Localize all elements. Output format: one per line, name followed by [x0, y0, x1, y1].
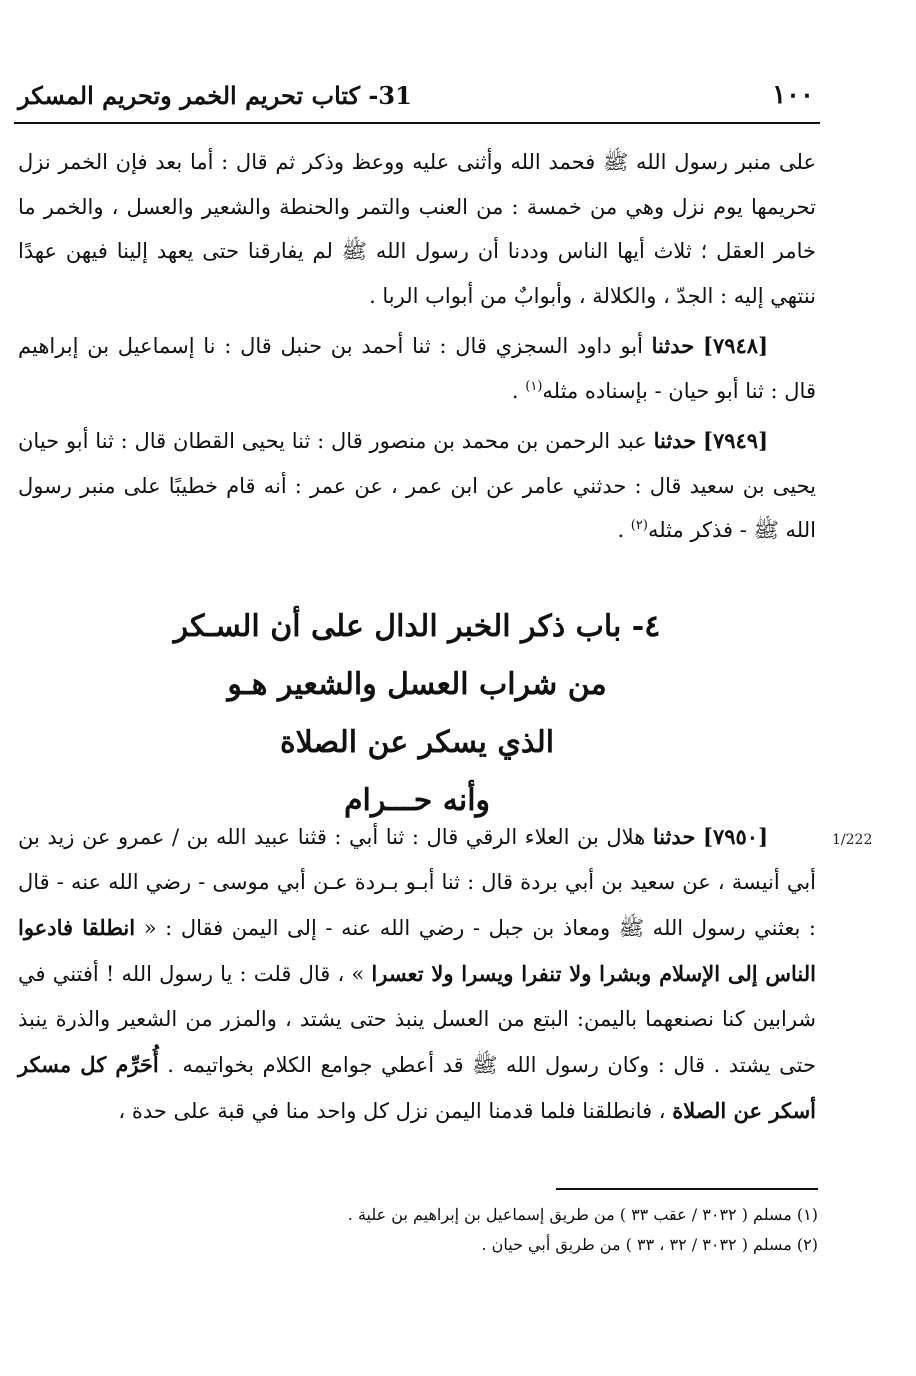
footnote-ref: (٢) — [630, 518, 648, 533]
hadith-text-1: هلال بن العلاء الرقي قال : ثنا أبي : قثنا عبيد الله بن / عمرو عن زيد بن أبي أنيسة ، عن سعيد بن أبي بردة قال : ثنا أبـو بـردة عـن أبي موسى - رضي الله عنه - قال : بعثني رسول الله ﷺ ومعاذ بن جبل - رضي الله عنه - إلى اليمن فقال : « — [18, 825, 816, 940]
hadith-number: [٧٩٤٩] — [703, 428, 768, 453]
chapter-line-2: من شراب العسل والشعير هـو — [227, 667, 607, 702]
chapter-line-1: ٤- باب ذكر الخبر الدال على أن السـكر — [173, 609, 661, 644]
margin-reference: 1/222 — [832, 832, 873, 848]
running-title: 31- كتاب تحريم الخمر وتحريم المسكر — [18, 80, 412, 110]
footnote-divider — [556, 1188, 818, 1190]
hadith-text-2: » ، قال قلت : يا رسول الله ! أفتني في شرابين كنا نصنعهما باليمن: البتع من العسل ينبذ حتى يشتد ، والمزر من الشعير والذرة ينبذ حتى يشتد . قال : وكان رسول الله ﷺ قد أعطي جوامع الكلام بخواتيمه . — [18, 962, 816, 1077]
hadith-7949 — [18, 419, 816, 553]
intro-paragraph: على منبر رسول الله ﷺ فحمد الله وأثنى عليه ووعظ وذكر ثم قال : أما بعد فإن الخمر نزل تحريمها يوم نزل وهي من خمسة : من العنب والتمر والحنطة والشعير والعسل ، والخمر ما خامر العقل ؛ ثلاث أيها الناس وددنا أن رسول الله ﷺ لم يفارقنا حتى يعهد إلينا فيهن عهدًا ننتهي إليه : الجدّ ، والكلالة ، وأبوابٌ من أبواب الربا . — [18, 150, 816, 308]
footnote-2: (٢) مسلم ( ٣٠٣٢ / ٣٢ ، ٣٣ ) من طريق أبي حيان . — [481, 1235, 818, 1254]
hadith-text-3: ، فانطلقنا فلما قدمنا اليمن نزل كل واحد منا في قبة على حدة ، — [118, 1099, 666, 1123]
page-number: ١٠٠ — [772, 80, 814, 110]
prophetic-saying-1: انطلقا فادعوا الناس إلى الإسلام وبشرا ولا تنفرا ويسرا ولا تعسرا — [18, 915, 816, 986]
hadith-number: [٧٩٤٨] — [703, 333, 768, 358]
hadith-text: عبد الرحمن بن محمد بن منصور قال : ثنا يحيى القطان قال : ثنا أبو حيان يحيى بن سعيد قال : حدثني عامر عن ابن عمر ، عن عمر : أنه قام خطيبًا على منبر رسول الله ﷺ - فذكر مثله — [18, 429, 816, 542]
page-header — [14, 68, 820, 124]
prophetic-saying-2: أُحَرِّم كل مسكر أسكر عن الصلاة — [18, 1052, 816, 1123]
hadith-text: أبو داود السجزي قال : ثنا أحمد بن حنبل قال : نا إسماعيل بن إبراهيم قال : ثنا أبو حيان - بإسناده مثله — [18, 334, 816, 403]
hadith-lead: حدثنا — [651, 333, 695, 358]
hadith-end: . — [511, 378, 526, 403]
hadith-end: . — [617, 518, 631, 542]
footnote-ref: (١) — [525, 378, 543, 394]
main-text-upper — [18, 140, 816, 553]
hadith-7950 — [18, 814, 816, 1134]
main-text-lower — [18, 814, 816, 1134]
hadith-7948 — [18, 324, 816, 413]
footnotes — [240, 1200, 818, 1260]
chapter-line-3: الذي يسكر عن الصلاة — [279, 725, 555, 760]
hadith-number: [٧٩٥٠] — [703, 824, 768, 849]
chapter-heading — [18, 598, 816, 830]
chapter-line-4: وأنه حـــرام — [343, 783, 491, 818]
hadith-lead: حدثنا — [652, 824, 696, 849]
footnote-1: (١) مسلم ( ٣٠٣٢ / عقب ٣٣ ) من طريق إسماعيل بن إبراهيم بن علية . — [347, 1205, 818, 1224]
hadith-lead: حدثنا — [653, 428, 697, 453]
